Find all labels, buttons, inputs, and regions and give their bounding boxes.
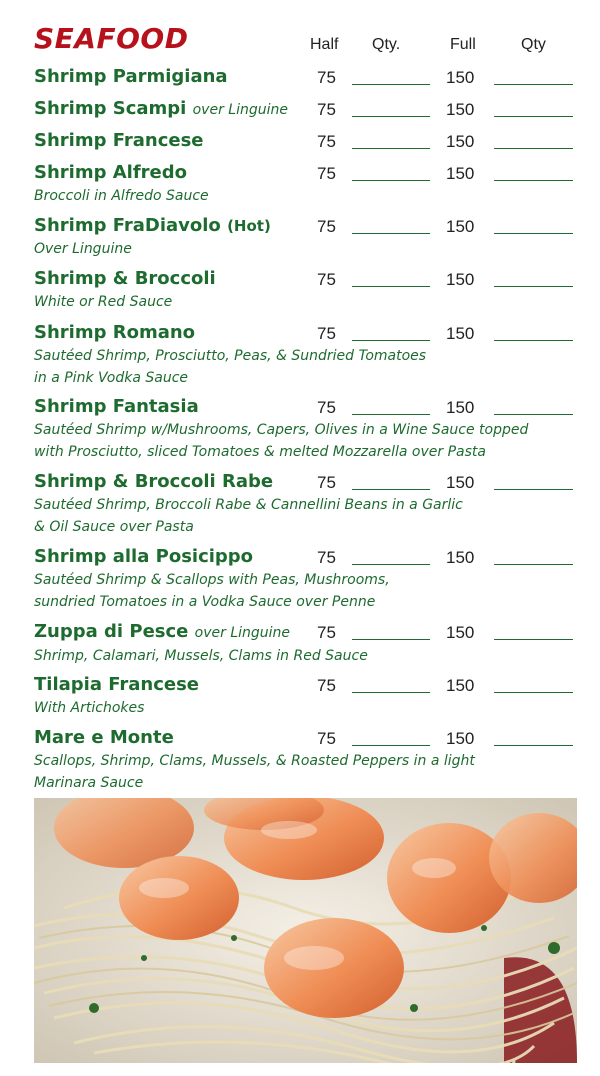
item-name-text: Shrimp Scampi [34, 98, 187, 119]
half-qty-field[interactable] [352, 745, 430, 746]
full-price: 150 [446, 473, 475, 492]
full-qty-field[interactable] [494, 340, 573, 341]
item-subtitle: over Linguine [194, 625, 291, 641]
menu-item [34, 215, 584, 260]
full-qty-field[interactable] [494, 414, 573, 415]
item-name-text: Tilapia Francese [34, 674, 200, 695]
item-name-text: Shrimp & Broccoli Rabe [34, 471, 274, 492]
item-description: Sautéed Shrimp, Broccoli Rabe & Cannellini Beans in a Garlic & Oil Sauce over Pasta [34, 497, 463, 535]
half-price: 75 [317, 623, 336, 642]
half-price: 75 [317, 473, 336, 492]
menu-item [34, 162, 584, 207]
half-price: 75 [317, 270, 336, 289]
menu-item [34, 727, 584, 794]
menu-item [34, 546, 584, 613]
shrimp-pasta-photo [34, 798, 577, 1063]
half-qty-field[interactable] [352, 414, 430, 415]
item-name-text: Shrimp Francese [34, 130, 204, 151]
half-price: 75 [317, 324, 336, 343]
item-description: With Artichokes [34, 700, 145, 716]
item-name-text: Shrimp Fantasia [34, 396, 199, 417]
full-price: 150 [446, 676, 475, 695]
half-price: 75 [317, 398, 336, 417]
half-price: 75 [317, 217, 336, 236]
full-price: 150 [446, 100, 475, 119]
menu-item [34, 621, 584, 667]
menu-item [34, 322, 584, 389]
half-price: 75 [317, 729, 336, 748]
half-qty-field[interactable] [352, 692, 430, 693]
full-qty-field[interactable] [494, 84, 573, 85]
item-description: Sautéed Shrimp & Scallops with Peas, Mushrooms, sundried Tomatoes in a Vodka Sauce over Penne [34, 572, 390, 610]
full-price: 150 [446, 398, 475, 417]
item-name-text: Mare e Monte [34, 727, 174, 748]
half-qty-field[interactable] [352, 233, 430, 234]
menu-item [34, 396, 584, 463]
full-price: 150 [446, 324, 475, 343]
menu-item [34, 66, 584, 88]
item-tag: (Hot) [227, 217, 271, 235]
column-header-full-qty: Qty [521, 36, 546, 53]
half-qty-field[interactable] [352, 116, 430, 117]
full-qty-field[interactable] [494, 692, 573, 693]
half-qty-field[interactable] [352, 340, 430, 341]
full-price: 150 [446, 548, 475, 567]
item-description: Sautéed Shrimp, Prosciutto, Peas, & Sundried Tomatoes in a Pink Vodka Sauce [34, 348, 427, 386]
half-price: 75 [317, 164, 336, 183]
menu-item [34, 674, 584, 719]
half-qty-field[interactable] [352, 84, 430, 85]
item-description: Over Linguine [34, 241, 132, 257]
item-description: Shrimp, Calamari, Mussels, Clams in Red Sauce [34, 648, 368, 664]
half-qty-field[interactable] [352, 286, 430, 287]
half-price: 75 [317, 548, 336, 567]
full-qty-field[interactable] [494, 639, 573, 640]
item-name-text: Shrimp & Broccoli [34, 268, 216, 289]
half-price: 75 [317, 132, 336, 151]
full-price: 150 [446, 68, 475, 87]
menu-item [34, 268, 584, 313]
full-price: 150 [446, 217, 475, 236]
column-header-full: Full [450, 36, 476, 53]
half-qty-field[interactable] [352, 639, 430, 640]
full-qty-field[interactable] [494, 148, 573, 149]
half-qty-field[interactable] [352, 148, 430, 149]
full-qty-field[interactable] [494, 180, 573, 181]
item-subtitle: over Linguine [192, 102, 288, 118]
full-price: 150 [446, 132, 475, 151]
item-description: Scallops, Shrimp, Clams, Mussels, & Roasted Peppers in a light Marinara Sauce [34, 753, 475, 791]
item-name-text: Shrimp alla Posicippo [34, 546, 254, 567]
item-name-text: Shrimp Alfredo [34, 162, 187, 183]
item-name-text: Shrimp Parmigiana [34, 66, 228, 87]
column-header-half-qty: Qty. [372, 36, 401, 53]
full-qty-field[interactable] [494, 233, 573, 234]
half-price: 75 [317, 676, 336, 695]
full-price: 150 [446, 270, 475, 289]
full-price: 150 [446, 623, 475, 642]
item-description: Broccoli in Alfredo Sauce [34, 188, 209, 204]
full-price: 150 [446, 729, 475, 748]
full-qty-field[interactable] [494, 489, 573, 490]
half-price: 75 [317, 68, 336, 87]
half-price: 75 [317, 100, 336, 119]
item-name [34, 621, 584, 644]
half-qty-field[interactable] [352, 180, 430, 181]
menu-title: SEAFOOD [34, 22, 189, 55]
half-qty-field[interactable] [352, 489, 430, 490]
menu-item [34, 471, 584, 538]
item-description: Sautéed Shrimp w/Mushrooms, Capers, Olives in a Wine Sauce topped with Prosciutto, sliced Tomatoes & melted Mozzarella over Pasta [34, 422, 529, 460]
item-name-text: Shrimp Romano [34, 322, 196, 343]
item-name-text: Zuppa di Pesce [34, 621, 189, 642]
full-price: 150 [446, 164, 475, 183]
full-qty-field[interactable] [494, 116, 573, 117]
item-name [34, 98, 584, 121]
item-name-text: Shrimp FraDiavolo [34, 215, 221, 236]
menu-item [34, 130, 584, 152]
half-qty-field[interactable] [352, 564, 430, 565]
full-qty-field[interactable] [494, 564, 573, 565]
item-description: White or Red Sauce [34, 294, 173, 310]
full-qty-field[interactable] [494, 286, 573, 287]
column-header-half: Half [310, 36, 339, 53]
full-qty-field[interactable] [494, 745, 573, 746]
menu-item [34, 98, 584, 121]
